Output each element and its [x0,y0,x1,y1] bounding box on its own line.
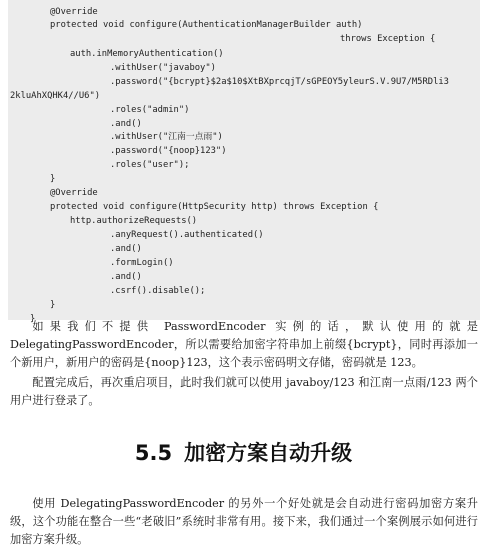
code-line: } [30,314,36,324]
code-line: @Override [50,188,98,198]
code-line: .anyRequest().authenticated() [110,230,264,240]
code-line: .withUser("江南一点雨") [110,132,223,142]
code-line: .formLogin() [110,258,174,268]
code-line: .password("{noop}123") [110,146,227,156]
code-line: } [50,300,56,310]
code-line: .roles("admin") [110,105,190,115]
code-line: 2kluAhXQHK4//U6") [10,91,101,101]
code-line: protected void configure(HttpSecurity http) throws Exception { [50,202,379,212]
code-line: .and() [110,272,142,282]
code-line: } [50,174,56,184]
section-heading [0,437,487,467]
body-paragraph: 使用 DelegatingPasswordEncoder 的另外一个好处就是会自动进行密码加密方案升级，这个功能在整合一些“老破旧”系统时非常有用。接下来，我们通过一个案例展示如何进行加密方案升级。 [10,497,478,546]
section-number: 5.5 [134,441,173,465]
code-block [8,0,480,324]
code-line: http.authorizeRequests() [70,216,198,226]
body-paragraph: 如果我们不提供 PasswordEncoder 实例的话，默认使用的就是 DelegatingPasswordEncoder，所以需要给加密字符串加上前缀{bcrypt}，同时再添加一个新用户，新用户的密码是{noop}123，这个表示密码明文存储，密码就是 123。 [10,320,478,369]
code-line: auth.inMemoryAuthentication() [70,49,224,59]
code-line: .csrf().disable(); [110,286,206,296]
code-line: .and() [110,244,142,254]
code-line: .withUser("javaboy") [110,63,216,73]
code-line: .password("{bcrypt}$2a$10$XtBXprcqjT/sGPEOY5yleurS.V.9U7/M5RDli3 [110,77,449,87]
code-line: .and() [110,119,142,129]
code-line: @Override [50,7,98,17]
body-paragraph: 配置完成后，再次重启项目，此时我们就可以使用 javaboy/123 和江南一点雨/123 两个用户进行登录了。 [10,376,478,407]
code-line: protected void configure(AuthenticationManagerBuilder auth) [50,20,363,30]
section-title: 加密方案自动升级 [184,441,353,465]
code-line: .roles("user"); [110,160,190,170]
code-line: throws Exception { [340,34,436,44]
